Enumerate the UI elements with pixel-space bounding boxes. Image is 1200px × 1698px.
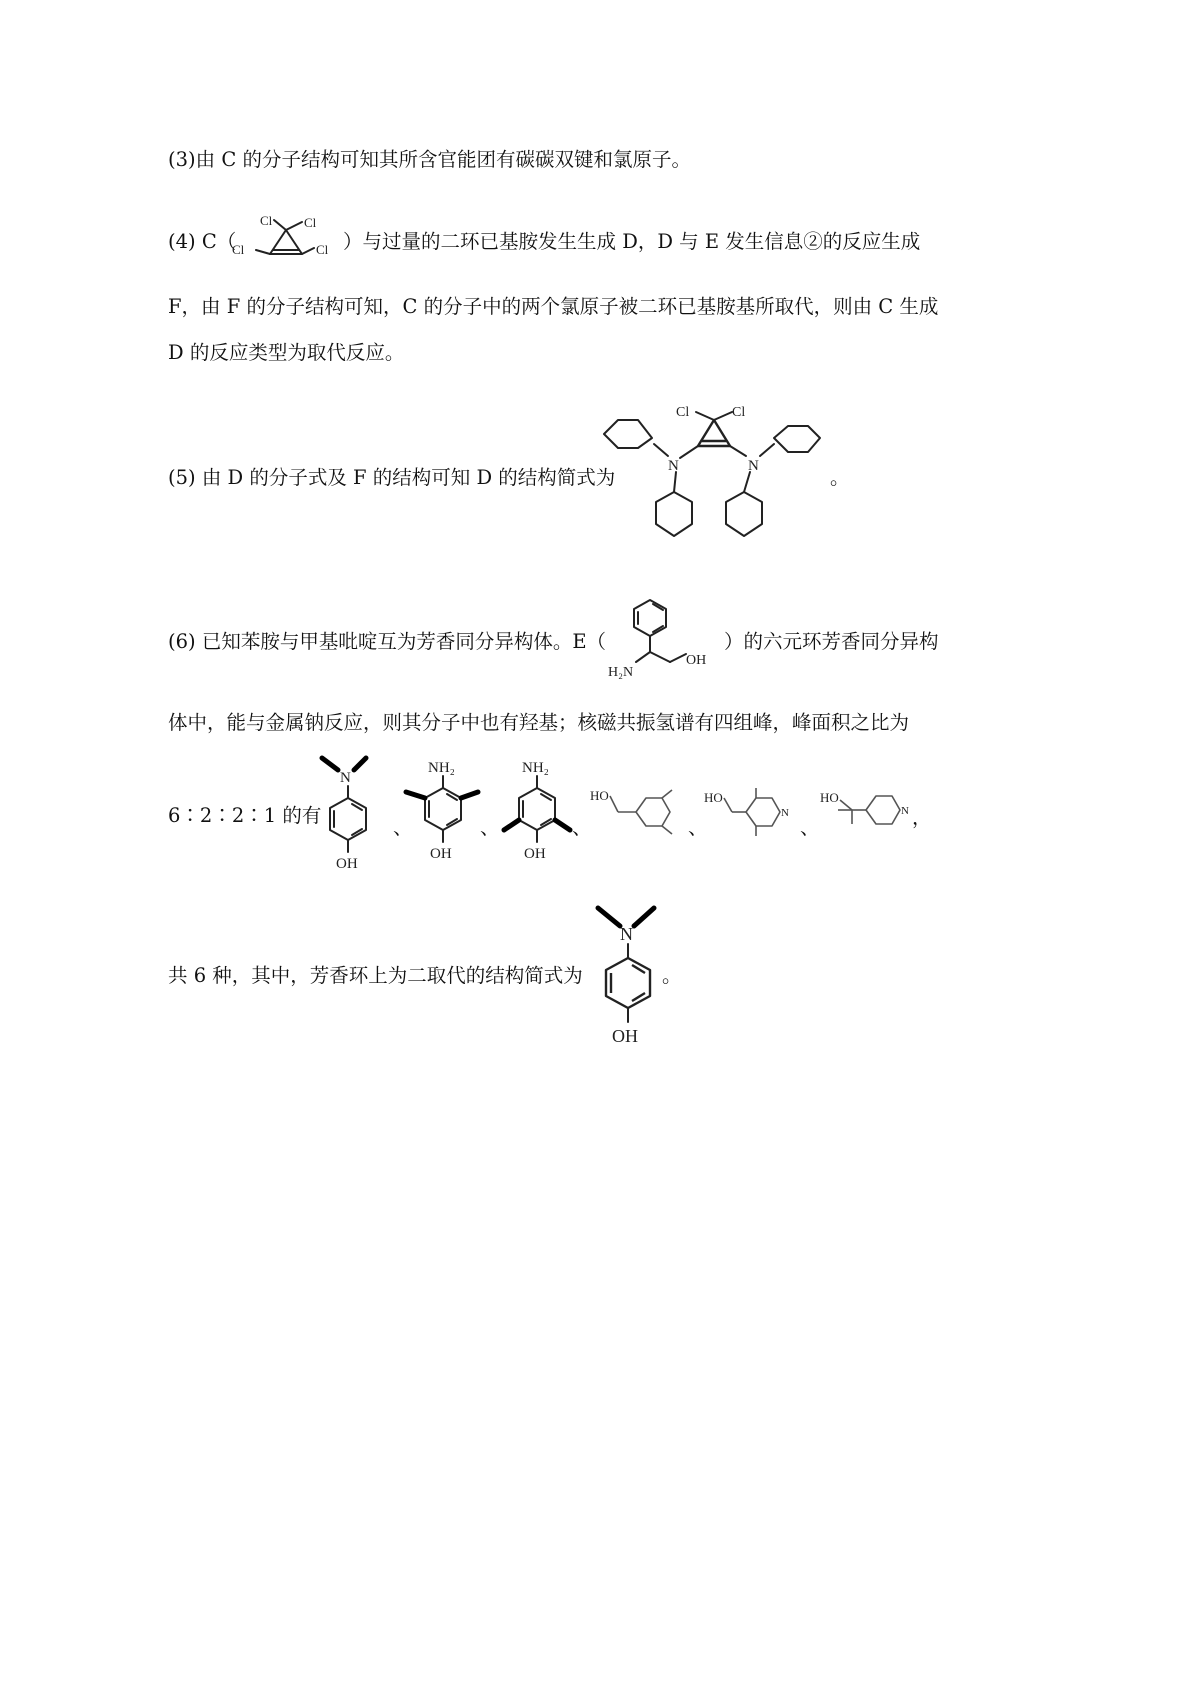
isomer-separator-1: 、 <box>393 816 413 839</box>
isomer-6-ho-label: HO <box>820 790 839 805</box>
isomer-6-n-label: N <box>901 805 909 817</box>
section-4-prefix: (4) C（ <box>168 230 237 253</box>
isomer-2-aminodimethylphenol <box>402 756 484 866</box>
isomer-5-n-label: N <box>781 807 789 819</box>
n-label-left: N <box>668 458 679 474</box>
cl-label-3: Cl <box>232 242 245 257</box>
isomer-separator-4: 、 <box>688 816 708 839</box>
section-6-suffix: ）的六元环芳香同分异构 <box>724 630 939 653</box>
isomer-1-dimethylaminophenol <box>310 752 390 874</box>
section-6-ratio: 6∶2∶2∶1 的有 <box>168 804 322 827</box>
isomer-6-pyridinylpropanol <box>818 782 914 840</box>
molecule-e-structure <box>598 592 724 688</box>
isomer-4-pyridinemethanol <box>588 782 688 840</box>
final-n-label: N <box>620 924 633 944</box>
oh-label: OH <box>686 653 707 668</box>
isomer-5-pyridinemethanol <box>702 782 798 840</box>
isomer-separator-3: 、 <box>572 816 592 839</box>
cl-label-1: Cl <box>260 213 273 228</box>
isomer-3-oh-label: OH <box>524 846 546 862</box>
isomer-2-oh-label: OH <box>430 846 452 862</box>
isomer-separator-2: 、 <box>480 816 500 839</box>
section-4-line3: D 的反应类型为取代反应。 <box>168 341 405 364</box>
section-4-suffix: ）与过量的二环已基胺发生生成 D，D 与 E 发生信息②的反应生成 <box>343 230 921 253</box>
molecule-d-structure <box>598 398 830 558</box>
h2n-label: H₂N <box>608 665 634 680</box>
cl-label-left: Cl <box>676 405 690 420</box>
cl-label-4: Cl <box>316 242 329 257</box>
section-4-line2: F，由 F 的分子结构可知，C 的分子中的两个氯原子被二环已基胺基所取代，则由 C 生成 <box>168 295 939 318</box>
cl-label-2: Cl <box>304 215 317 230</box>
section-5-text: (5) 由 D 的分子式及 F 的结构可知 D 的结构简式为 <box>168 466 616 489</box>
isomer-1-oh-label: OH <box>336 856 358 872</box>
isomer-5-ho-label: HO <box>704 790 723 805</box>
isomer-3-nh2-label: NH₂ <box>522 760 549 776</box>
section-7-end: 。 <box>662 964 682 987</box>
cl-label-right: Cl <box>732 405 746 420</box>
n-label-right: N <box>748 458 759 474</box>
section-7-text: 共 6 种，其中，芳香环上为二取代的结构简式为 <box>168 964 583 987</box>
final-oh-label: OH <box>612 1026 638 1046</box>
isomer-4-ho-label: HO <box>590 788 609 803</box>
section-6-line2: 体中，能与金属钠反应，则其分子中也有羟基；核磁共振氢谱有四组峰，峰面积之比为 <box>168 711 910 734</box>
isomer-1-n-label: N <box>340 770 351 786</box>
section-5-end: 。 <box>830 466 850 489</box>
section-6-end: ， <box>912 806 932 829</box>
section-3-text: (3)由 C 的分子结构可知其所含官能团有碳碳双键和氯原子。 <box>168 148 691 171</box>
isomer-3-aminodimethylphenol <box>496 756 578 866</box>
isomer-separator-5: 、 <box>800 816 820 839</box>
molecule-c-tetrachlorocyclopropene <box>228 212 346 264</box>
isomer-2-nh2-label: NH₂ <box>428 760 455 776</box>
section-6-prefix: (6) 已知苯胺与甲基吡啶互为芳香同分异构体。E（ <box>168 630 607 653</box>
